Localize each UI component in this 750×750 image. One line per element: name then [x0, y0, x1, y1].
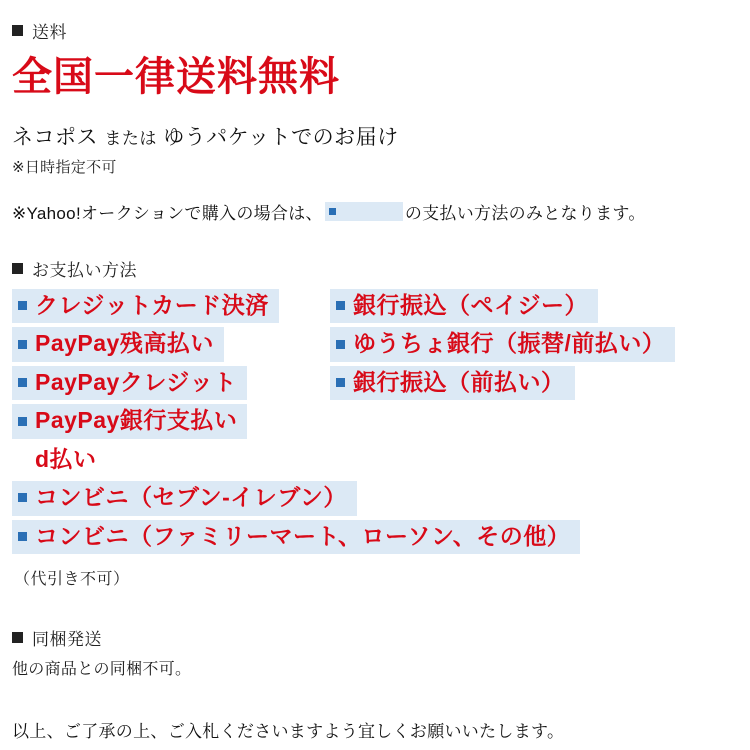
payment-row [12, 289, 738, 323]
yahoo-note-suffix: の支払い方法のみとなります。 [404, 204, 646, 223]
payment-method-japan-post-bank [330, 327, 675, 361]
payment-row [12, 481, 738, 515]
payment-method-label: 銀行振込（ペイジー） [353, 292, 588, 318]
delivery-method-main: ネコポス [12, 126, 98, 149]
square-bullet-icon [18, 301, 27, 310]
payment-method-list [12, 289, 738, 554]
delivery-time-note: ※日時指定不可 [12, 159, 117, 176]
payment-cell-right [330, 327, 675, 361]
yahoo-note-prefix: ※Yahoo!オークションで購入の場合は、 [12, 204, 323, 223]
square-bullet-icon [336, 340, 345, 349]
payment-method-label: 銀行振込（前払い） [353, 368, 565, 395]
payment-method-paypay-balance [12, 327, 224, 361]
payment-method-bank-payeasy [330, 289, 598, 323]
payment-cell-left [12, 289, 330, 323]
payment-cell-left [12, 327, 330, 361]
square-bullet-icon [336, 301, 345, 310]
closing-statement: 以上、ご了承の上、ご入札くださいますよう宜しくお願いいたします。 [12, 722, 565, 742]
payment-method-konbini-seven [12, 481, 357, 515]
bundle-heading-label: 同梱発送 [32, 630, 102, 650]
square-bullet-icon [18, 340, 27, 349]
payment-method-paypay-bank [12, 404, 247, 438]
square-bullet-icon [12, 263, 23, 274]
payment-method-d-barai: d払い [35, 445, 97, 472]
payment-method-label: ゆうちょ銀行（振替/前払い） [353, 330, 666, 357]
payment-method-label: クレジットカード決済 [35, 292, 269, 318]
delivery-method-conjunction: または [104, 129, 157, 148]
payment-heading-label: お支払い方法 [32, 261, 137, 280]
delivery-method-alt: ゆうパケットでのお届け [163, 126, 399, 149]
payment-method-paypay-credit [12, 366, 247, 400]
payment-cell-left [12, 404, 330, 438]
payment-cell-right [330, 366, 575, 400]
square-bullet-icon [18, 493, 27, 502]
cash-on-delivery-note: （代引き不可） [14, 571, 130, 589]
payment-cell-right [330, 289, 598, 323]
payment-method-label: コンビニ（セブン-イレブン） [35, 484, 347, 511]
shipping-heading-label: 送料 [32, 23, 67, 42]
payment-row [12, 443, 738, 477]
payment-method-bank-prepaid [330, 366, 575, 400]
payment-row [12, 366, 738, 400]
yahoo-auction-note [12, 199, 738, 224]
payment-cell-left [12, 443, 330, 477]
payment-method-konbini-other [12, 520, 580, 554]
payment-row [12, 520, 738, 554]
square-bullet-icon [18, 532, 27, 541]
payment-method-label: PayPayクレジット [35, 368, 237, 395]
redacted-block [325, 202, 403, 221]
bundle-section-heading [12, 625, 738, 650]
payment-method-label: コンビニ（ファミリーマート、ローソン、その他） [35, 522, 571, 549]
page-title: 全国一律送料無料 [12, 55, 340, 99]
square-bullet-icon [18, 417, 27, 426]
square-bullet-icon [336, 378, 345, 387]
payment-method-credit-card [12, 289, 279, 323]
square-bullet-icon [12, 632, 23, 643]
payment-section-heading [12, 256, 738, 281]
shipping-section-heading [12, 18, 738, 43]
payment-cell-left [12, 520, 580, 554]
payment-method-label: PayPay銀行支払い [35, 407, 238, 434]
payment-cell-left [12, 366, 330, 400]
square-bullet-icon [12, 25, 23, 36]
payment-cell-left [12, 481, 357, 515]
square-bullet-icon [18, 378, 27, 387]
payment-method-label: PayPay残高払い [35, 330, 214, 357]
payment-row [12, 327, 738, 361]
delivery-method-line [12, 121, 738, 151]
bundle-description: 他の商品との同梱不可。 [12, 661, 192, 679]
payment-row [12, 404, 738, 438]
